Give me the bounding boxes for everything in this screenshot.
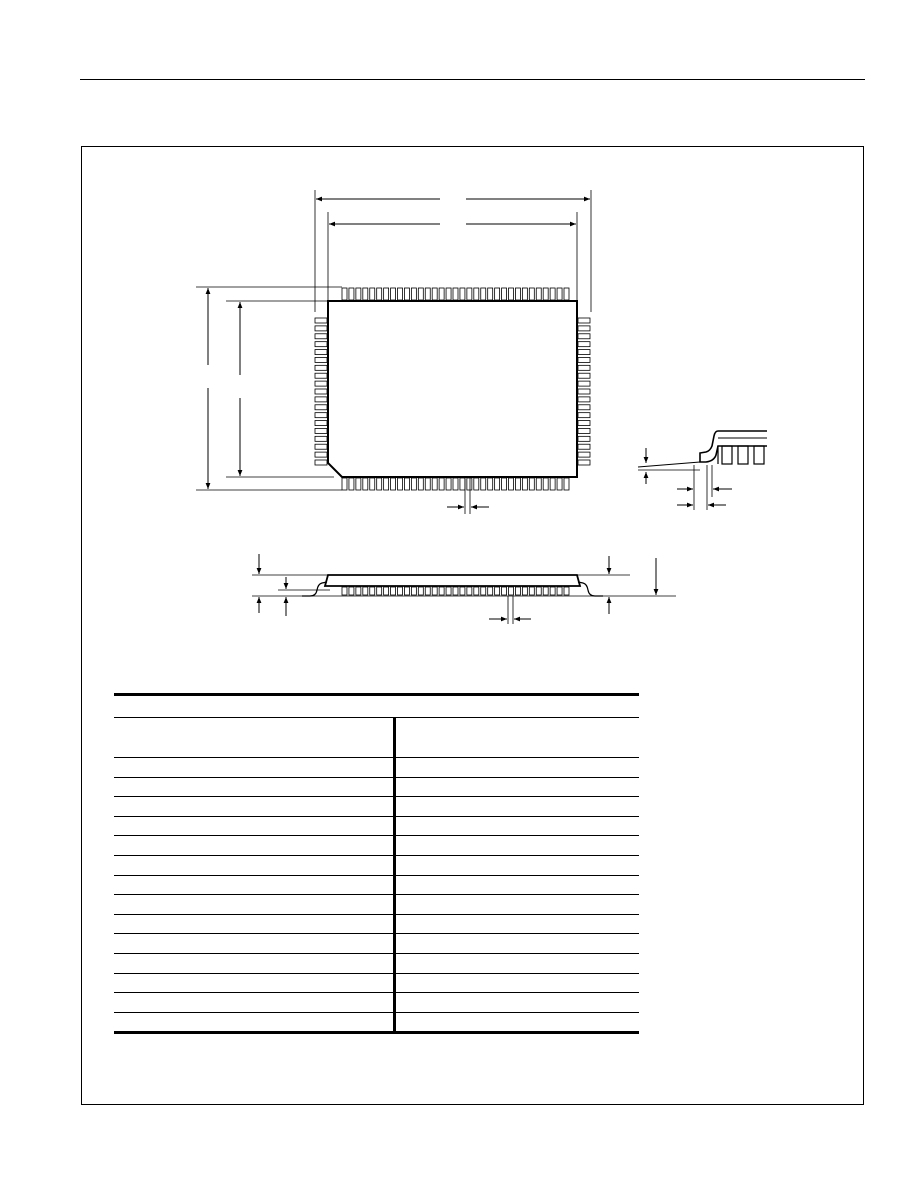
pin (578, 444, 590, 449)
pin (398, 288, 403, 300)
table-title-row (114, 695, 639, 718)
pin (502, 288, 507, 300)
table-cell (394, 973, 639, 993)
pin (488, 587, 493, 595)
table-cell (114, 973, 394, 993)
dimension-table (114, 693, 639, 1034)
pin (578, 421, 590, 426)
pin (425, 587, 430, 595)
pin (550, 288, 555, 300)
table-cell (114, 895, 394, 915)
pin (411, 478, 416, 490)
pin (315, 357, 327, 362)
table-row (114, 777, 639, 797)
pin (522, 587, 527, 595)
pin (578, 342, 590, 347)
pin (578, 373, 590, 378)
pin (467, 587, 472, 595)
pin (315, 342, 327, 347)
pin (529, 587, 534, 595)
pin (578, 397, 590, 402)
table-cell (114, 816, 394, 836)
pin (370, 478, 375, 490)
pin (578, 318, 590, 323)
pin (460, 478, 465, 490)
pin (481, 587, 486, 595)
pin (418, 587, 423, 595)
pin (363, 288, 368, 300)
pin (495, 288, 500, 300)
table-cell (394, 875, 639, 895)
pin (557, 587, 562, 595)
pin (502, 478, 507, 490)
pin (384, 288, 389, 300)
pin (557, 478, 562, 490)
pin (425, 288, 430, 300)
pin (564, 587, 569, 595)
pin (315, 452, 327, 457)
pin (522, 478, 527, 490)
pin (315, 381, 327, 386)
pin (488, 288, 493, 300)
pin (474, 288, 479, 300)
pin (578, 413, 590, 418)
pin (315, 460, 327, 465)
table-cell (394, 953, 639, 973)
pin (509, 478, 514, 490)
pin (578, 405, 590, 410)
table-cell (394, 797, 639, 817)
table-row (114, 1012, 639, 1033)
table-row (114, 953, 639, 973)
right-pins (578, 318, 590, 465)
table-row (114, 914, 639, 934)
table-cell (114, 836, 394, 856)
table-cell (394, 914, 639, 934)
pin (453, 478, 458, 490)
pin (467, 288, 472, 300)
pin (363, 478, 368, 490)
pin (315, 405, 327, 410)
pin (453, 587, 458, 595)
table-cell (394, 993, 639, 1013)
pin (529, 288, 534, 300)
pin (384, 478, 389, 490)
pin (536, 288, 541, 300)
lead-detail-icon (638, 431, 767, 510)
pin (578, 389, 590, 394)
table-cell (114, 993, 394, 1013)
pin (377, 587, 382, 595)
table-row (114, 855, 639, 875)
pin (481, 288, 486, 300)
pin (446, 288, 451, 300)
pin (411, 587, 416, 595)
pin (578, 436, 590, 441)
top-view (196, 190, 591, 514)
pin (515, 288, 520, 300)
pin (315, 318, 327, 323)
pin (515, 478, 520, 490)
pin (411, 288, 416, 300)
pin (564, 288, 569, 300)
pin (578, 460, 590, 465)
table-cell (114, 953, 394, 973)
table-cell (114, 855, 394, 875)
table-row (114, 934, 639, 954)
pin (377, 288, 382, 300)
pin (446, 478, 451, 490)
pin (425, 478, 430, 490)
pin (439, 478, 444, 490)
table-cell (394, 758, 639, 778)
pin (439, 288, 444, 300)
pin (418, 288, 423, 300)
pin (550, 478, 555, 490)
pin (315, 413, 327, 418)
pin (481, 478, 486, 490)
pin (391, 587, 396, 595)
pin (495, 478, 500, 490)
pin (384, 587, 389, 595)
pin (356, 478, 361, 490)
table-cell (394, 836, 639, 856)
pin (342, 478, 347, 490)
pin (543, 288, 548, 300)
table-cell (394, 816, 639, 836)
table-header-cell (114, 718, 394, 758)
pin (432, 288, 437, 300)
pin (391, 478, 396, 490)
pin (404, 478, 409, 490)
pin (550, 587, 555, 595)
pin (315, 365, 327, 370)
pin (315, 350, 327, 355)
table-cell (114, 777, 394, 797)
pin (315, 428, 327, 433)
pin (377, 478, 382, 490)
pin (564, 478, 569, 490)
pin (578, 428, 590, 433)
top-pins (342, 288, 569, 300)
pin (315, 389, 327, 394)
table-row (114, 797, 639, 817)
pin (453, 288, 458, 300)
pin (509, 288, 514, 300)
pin (529, 478, 534, 490)
table-cell (394, 777, 639, 797)
table-cell (394, 895, 639, 915)
pin (342, 587, 347, 595)
table-cell (114, 758, 394, 778)
pin (356, 587, 361, 595)
left-pins (315, 318, 327, 465)
table-cell (394, 855, 639, 875)
pin (536, 587, 541, 595)
pin (356, 288, 361, 300)
pin (370, 288, 375, 300)
pin (509, 587, 514, 595)
pin (446, 587, 451, 595)
pin (404, 587, 409, 595)
pin (522, 288, 527, 300)
pin (578, 381, 590, 386)
pin (474, 587, 479, 595)
table-cell (394, 934, 639, 954)
pin (315, 373, 327, 378)
table-header-row (114, 718, 639, 758)
side-view (252, 554, 676, 624)
table-cell (114, 934, 394, 954)
pin (315, 397, 327, 402)
pin (578, 350, 590, 355)
pin (474, 478, 479, 490)
pin (418, 478, 423, 490)
pin (502, 587, 507, 595)
pin (315, 334, 327, 339)
pin (315, 421, 327, 426)
table-header-cell (394, 718, 639, 758)
pin (439, 587, 444, 595)
table-row (114, 993, 639, 1013)
table-row (114, 895, 639, 915)
pin (398, 478, 403, 490)
pin (578, 326, 590, 331)
table-row (114, 758, 639, 778)
pin (391, 288, 396, 300)
pin (349, 587, 354, 595)
table-row (114, 816, 639, 836)
pin (543, 587, 548, 595)
pin (460, 587, 465, 595)
side-pins (342, 587, 569, 595)
pin (460, 288, 465, 300)
pin (315, 326, 327, 331)
table-cell (114, 797, 394, 817)
pin (578, 357, 590, 362)
pin (515, 587, 520, 595)
table-row (114, 875, 639, 895)
pin (315, 444, 327, 449)
pin (578, 334, 590, 339)
pin (315, 436, 327, 441)
pin (432, 478, 437, 490)
pin (578, 365, 590, 370)
table-row (114, 836, 639, 856)
pin (488, 478, 493, 490)
pin (467, 478, 472, 490)
pin (398, 587, 403, 595)
table-cell (114, 914, 394, 934)
table-row (114, 973, 639, 993)
package-body (328, 301, 577, 477)
pin (432, 587, 437, 595)
pin (342, 288, 347, 300)
pin (557, 288, 562, 300)
pin (404, 288, 409, 300)
pin (495, 587, 500, 595)
pin (363, 587, 368, 595)
table-cell (114, 1012, 394, 1033)
bottom-pins (342, 478, 569, 490)
pin (349, 288, 354, 300)
pin (536, 478, 541, 490)
pin (349, 478, 354, 490)
table-cell (114, 875, 394, 895)
pin (370, 587, 375, 595)
pin (543, 478, 548, 490)
table-cell (394, 1012, 639, 1033)
pin (578, 452, 590, 457)
